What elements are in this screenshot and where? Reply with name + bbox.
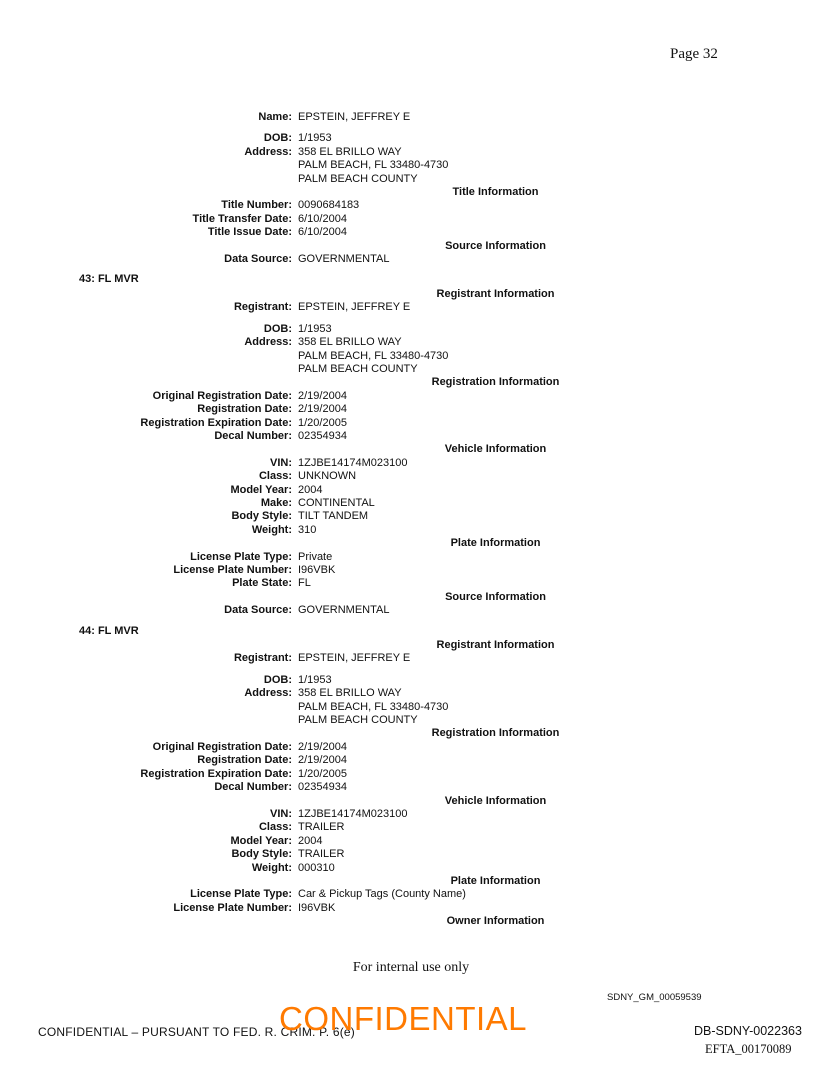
r43-vehicle-heading: Vehicle Information bbox=[444, 443, 547, 456]
record-44-header: 44: FL MVR bbox=[79, 624, 139, 637]
r44-vin-value: 1ZJBE14174M023100 bbox=[298, 807, 408, 820]
sdny-stamp-id: SDNY_GM_00059539 bbox=[607, 992, 702, 1003]
r44-orig-reg-value: 2/19/2004 bbox=[298, 740, 347, 753]
r43-class-row bbox=[0, 470, 816, 483]
r44-weight-row bbox=[0, 862, 816, 875]
source-info-heading: Source Information bbox=[445, 239, 546, 252]
r43-address-row bbox=[0, 336, 816, 349]
r43-decal-value: 02354934 bbox=[298, 429, 347, 442]
r44-plate-heading: Plate Information bbox=[450, 874, 541, 887]
r43-plate-state-label: Plate State: bbox=[232, 577, 292, 590]
confidential-stamp: CONFIDENTIAL bbox=[279, 1000, 528, 1037]
r43-reg-exp-label: Registration Expiration Date: bbox=[140, 416, 292, 429]
r43-registrant-label: Registrant: bbox=[233, 301, 292, 314]
r43-weight-label: Weight: bbox=[251, 523, 292, 536]
r43-vin-row bbox=[0, 457, 816, 470]
r44-address-row bbox=[0, 687, 816, 700]
r43-model-year-label: Model Year: bbox=[230, 483, 292, 496]
r43-class-value: UNKNOWN bbox=[298, 470, 357, 483]
r44-address-row-3 bbox=[0, 714, 816, 727]
r44-plate-number-row bbox=[0, 902, 816, 915]
r43-model-year-value: 2004 bbox=[298, 483, 323, 496]
r43-dob-label: DOB: bbox=[263, 322, 292, 335]
r43-weight-row bbox=[0, 524, 816, 537]
r44-class-label: Class: bbox=[258, 821, 292, 834]
r44-decal-value: 02354934 bbox=[298, 781, 347, 794]
title-transfer-value: 6/10/2004 bbox=[298, 212, 347, 225]
dob-row bbox=[0, 132, 816, 145]
address-line-2: PALM BEACH, FL 33480-4730 bbox=[298, 159, 449, 172]
r43-address-line-1: 358 EL BRILLO WAY bbox=[298, 336, 402, 349]
r43-dob-value: 1/1953 bbox=[298, 322, 332, 335]
r44-plate-type-label: License Plate Type: bbox=[190, 888, 292, 901]
r44-weight-value: 000310 bbox=[298, 861, 335, 874]
r43-plate-number-value: I96VBK bbox=[298, 564, 336, 576]
r43-registrant-row bbox=[0, 301, 816, 314]
r44-reg-date-row bbox=[0, 754, 816, 767]
address-label: Address: bbox=[244, 145, 292, 158]
r43-vin-label: VIN: bbox=[270, 456, 292, 469]
r43-source-heading: Source Information bbox=[445, 590, 546, 603]
r43-weight-value: 310 bbox=[298, 523, 317, 536]
r43-body-style-row bbox=[0, 510, 816, 523]
r43-address-label: Address: bbox=[244, 336, 292, 349]
r44-plate-number-label: License Plate Number: bbox=[173, 901, 292, 914]
r44-registrant-label: Registrant: bbox=[233, 652, 292, 665]
r44-owner-heading: Owner Information bbox=[446, 915, 545, 928]
r43-plate-type-label: License Plate Type: bbox=[190, 550, 292, 563]
address-line-3: PALM BEACH COUNTY bbox=[298, 172, 418, 185]
r44-orig-reg-label: Original Registration Date: bbox=[152, 740, 292, 753]
r44-registrant-heading: Registrant Information bbox=[436, 639, 555, 652]
r44-address-row-2 bbox=[0, 701, 816, 714]
r43-address-line-2: PALM BEACH, FL 33480-4730 bbox=[298, 349, 449, 362]
r44-class-value: TRAILER bbox=[298, 821, 345, 834]
r44-dob-row bbox=[0, 674, 816, 687]
data-source-value: GOVERNMENTAL bbox=[298, 253, 390, 266]
r43-data-source-row bbox=[0, 604, 816, 617]
title-number-value: 0090684183 bbox=[298, 199, 360, 212]
r44-registrant-value: EPSTEIN, JEFFREY E bbox=[298, 652, 411, 665]
title-number-label: Title Number: bbox=[221, 199, 292, 212]
r44-plate-number-value: I96VBK bbox=[298, 901, 336, 914]
title-info-heading: Title Information bbox=[452, 186, 539, 199]
r44-reg-date-value: 2/19/2004 bbox=[298, 754, 347, 767]
r43-orig-reg-row bbox=[0, 390, 816, 403]
name-value: EPSTEIN, JEFFREY E bbox=[298, 111, 411, 123]
r44-model-year-row bbox=[0, 835, 816, 848]
r43-dob-row bbox=[0, 323, 816, 336]
data-source-label: Data Source: bbox=[224, 253, 292, 266]
r44-address-line-3: PALM BEACH COUNTY bbox=[298, 714, 418, 727]
r43-make-row bbox=[0, 497, 816, 510]
r44-vin-label: VIN: bbox=[270, 807, 292, 820]
r44-reg-exp-label: Registration Expiration Date: bbox=[140, 767, 292, 780]
address-row-2 bbox=[0, 159, 816, 172]
title-transfer-row bbox=[0, 213, 816, 226]
internal-use-note: For internal use only bbox=[352, 960, 470, 975]
r43-plate-heading: Plate Information bbox=[450, 537, 541, 550]
r44-vin-row bbox=[0, 808, 816, 821]
r44-registrant-row bbox=[0, 652, 816, 665]
r43-make-value: CONTINENTAL bbox=[298, 496, 375, 509]
r43-registrant-value: EPSTEIN, JEFFREY E bbox=[298, 301, 411, 314]
r44-body-style-row bbox=[0, 848, 816, 861]
title-issue-label: Title Issue Date: bbox=[207, 226, 292, 239]
r43-address-line-3: PALM BEACH COUNTY bbox=[298, 362, 418, 375]
r43-data-source-value: GOVERNMENTAL bbox=[298, 604, 390, 617]
r43-registrant-heading: Registrant Information bbox=[436, 287, 555, 300]
r43-reg-date-label: Registration Date: bbox=[197, 403, 292, 416]
r43-class-label: Class: bbox=[258, 470, 292, 483]
r44-class-row bbox=[0, 821, 816, 834]
r43-decal-label: Decal Number: bbox=[214, 429, 292, 442]
record-43-header: 43: FL MVR bbox=[79, 273, 139, 286]
r43-decal-row bbox=[0, 430, 816, 443]
r43-make-label: Make: bbox=[260, 496, 292, 509]
r43-model-year-row bbox=[0, 484, 816, 497]
name-label: Name: bbox=[258, 111, 292, 123]
address-row-3 bbox=[0, 173, 816, 186]
r44-address-label: Address: bbox=[244, 687, 292, 700]
r44-weight-label: Weight: bbox=[251, 861, 292, 874]
r43-reg-exp-row bbox=[0, 417, 816, 430]
r43-reg-date-value: 2/19/2004 bbox=[298, 403, 347, 416]
r44-model-year-value: 2004 bbox=[298, 834, 323, 847]
r44-address-line-1: 358 EL BRILLO WAY bbox=[298, 687, 402, 700]
bates-number: DB-SDNY-0022363 bbox=[694, 1024, 802, 1038]
r43-plate-number-row bbox=[0, 564, 816, 577]
dob-label: DOB: bbox=[263, 132, 292, 145]
r44-dob-label: DOB: bbox=[263, 673, 292, 686]
r43-plate-state-row bbox=[0, 577, 816, 590]
r44-body-style-value: TRAILER bbox=[298, 848, 345, 861]
r44-model-year-label: Model Year: bbox=[230, 834, 292, 847]
confidential-notice: CONFIDENTIAL – PURSUANT TO FED. R. CRIM. P. 6(e) bbox=[38, 1025, 355, 1039]
r44-registration-heading: Registration Information bbox=[431, 727, 560, 740]
r43-plate-type-value: Private bbox=[298, 550, 333, 563]
r43-plate-state-value: FL bbox=[298, 577, 311, 590]
r43-address-row-2 bbox=[0, 350, 816, 363]
r43-reg-exp-value: 1/20/2005 bbox=[298, 416, 347, 429]
title-issue-value: 6/10/2004 bbox=[298, 226, 347, 239]
r43-body-style-value: TILT TANDEM bbox=[298, 510, 369, 523]
r44-decal-label: Decal Number: bbox=[214, 781, 292, 794]
r44-orig-reg-row bbox=[0, 741, 816, 754]
r43-plate-number-label: License Plate Number: bbox=[173, 564, 292, 576]
r43-registration-heading: Registration Information bbox=[431, 376, 560, 389]
r43-body-style-label: Body Style: bbox=[231, 510, 292, 523]
r44-dob-value: 1/1953 bbox=[298, 673, 332, 686]
r44-reg-exp-value: 1/20/2005 bbox=[298, 767, 347, 780]
r43-plate-type-row bbox=[0, 551, 816, 564]
title-number-row bbox=[0, 199, 816, 212]
r44-plate-type-row bbox=[0, 888, 816, 901]
r44-decal-row bbox=[0, 781, 816, 794]
r44-reg-date-label: Registration Date: bbox=[197, 754, 292, 767]
r44-reg-exp-row bbox=[0, 768, 816, 781]
r44-body-style-label: Body Style: bbox=[231, 848, 292, 861]
r43-orig-reg-value: 2/19/2004 bbox=[298, 389, 347, 402]
r43-address-row-3 bbox=[0, 363, 816, 376]
efta-number: EFTA_00170089 bbox=[705, 1042, 792, 1056]
r44-address-line-2: PALM BEACH, FL 33480-4730 bbox=[298, 700, 449, 713]
r44-vehicle-heading: Vehicle Information bbox=[444, 794, 547, 807]
address-row bbox=[0, 146, 816, 159]
dob-value: 1/1953 bbox=[298, 132, 332, 145]
r43-orig-reg-label: Original Registration Date: bbox=[152, 389, 292, 402]
r43-data-source-label: Data Source: bbox=[224, 604, 292, 617]
page-number: Page 32 bbox=[670, 46, 718, 62]
address-line-1: 358 EL BRILLO WAY bbox=[298, 145, 402, 158]
name-row bbox=[0, 111, 816, 124]
r43-vin-value: 1ZJBE14174M023100 bbox=[298, 456, 408, 469]
report-content bbox=[0, 111, 816, 929]
r44-plate-type-value: Car & Pickup Tags (County Name) bbox=[298, 888, 466, 901]
title-transfer-label: Title Transfer Date: bbox=[192, 212, 292, 225]
data-source-row bbox=[0, 253, 816, 266]
r43-reg-date-row bbox=[0, 403, 816, 416]
title-issue-row bbox=[0, 226, 816, 239]
